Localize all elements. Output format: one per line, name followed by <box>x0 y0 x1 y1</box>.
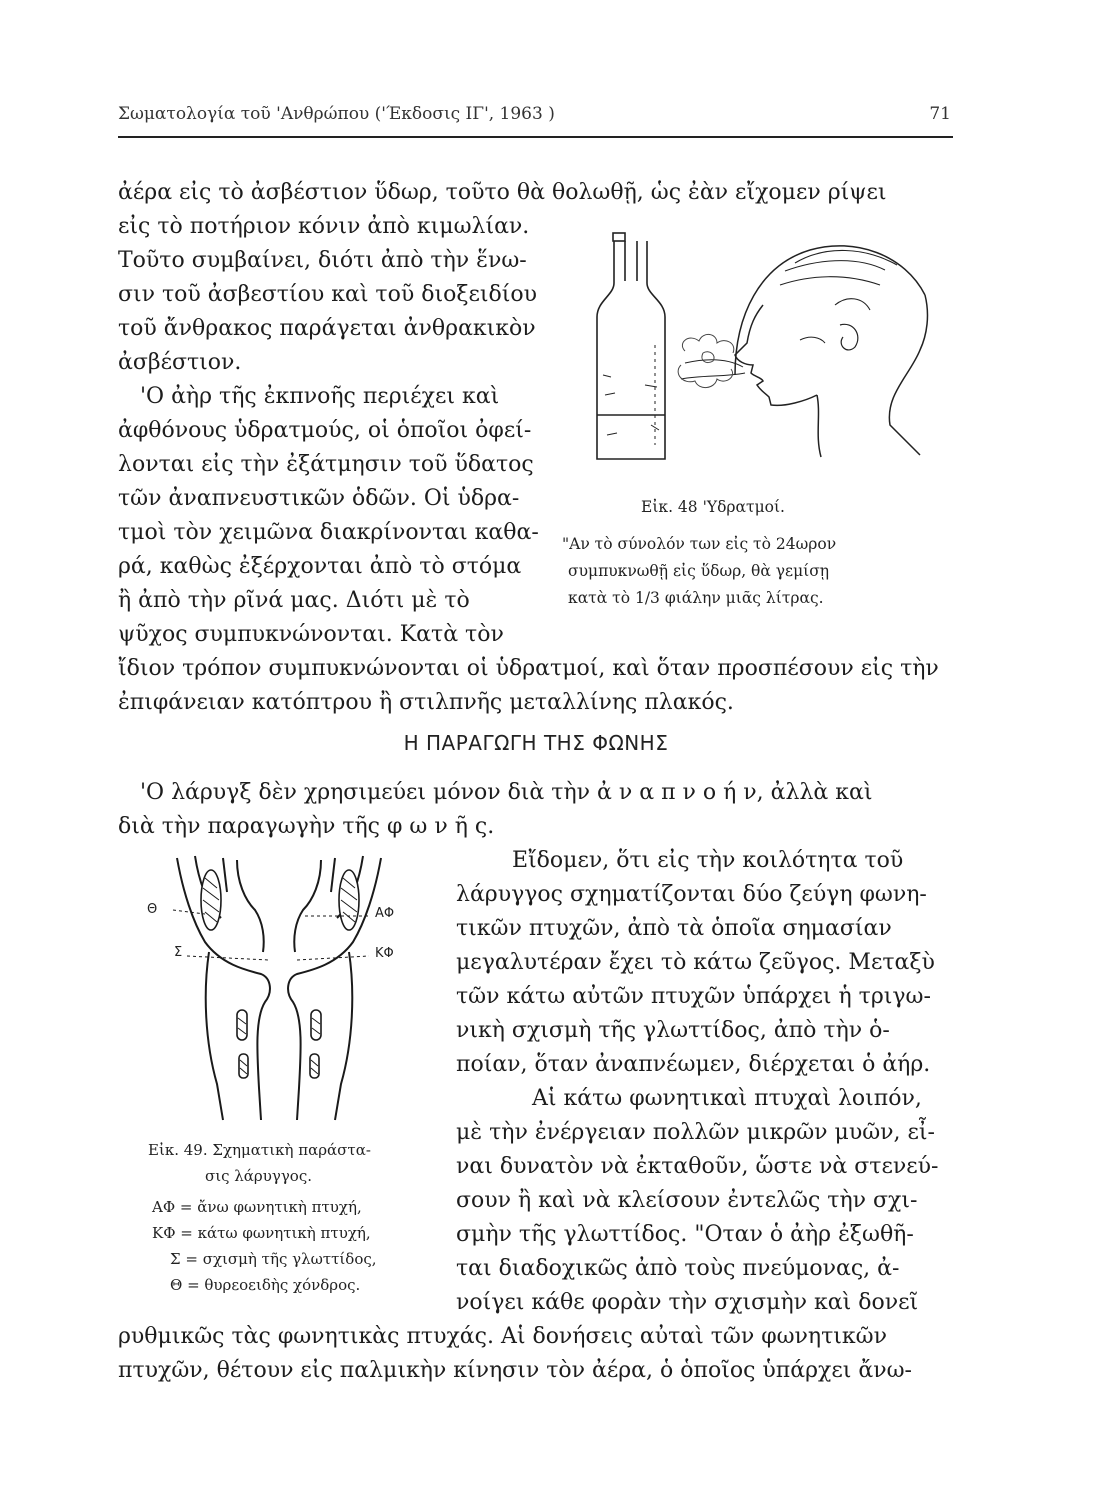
section-title: Η ΠΑΡΑΓΩΓΗ ΤΗΣ ΦΩΝΗΣ <box>403 731 669 755</box>
text-line: ἢ ἀπὸ τὴν ρῖνά μας. Διότι μὲ τὸ <box>118 588 470 613</box>
figure-49-label-theta: Θ <box>147 902 158 917</box>
text-line: ναι δυνατὸν νὰ ἐκταθοῦν, ὥστε νὰ στενεύ- <box>456 1154 939 1179</box>
text-line: ποίαν, ὅταν ἀναπνέωμεν, διέρχεται ὁ ἀήρ. <box>456 1052 931 1077</box>
vocal-fold-muscles <box>201 870 359 1078</box>
text-line: τῶν κάτω αὐτῶν πτυχῶν ὑπάρχει ἡ τριγω- <box>456 984 931 1009</box>
figure-49-caption: Εἰκ. 49. Σχηματικὴ παράστα- <box>148 1141 371 1159</box>
text-line: νικὴ σχισμὴ τῆς γλωττίδος, ἀπὸ τὴν ὁ- <box>456 1018 890 1043</box>
text-line: σμὴν τῆς γλωττίδος. "Οταν ὁ ἀὴρ ἐξωθῆ- <box>456 1222 914 1247</box>
text-line: ρυθμικῶς τὰς φωνητικὰς πτυχάς. Αἱ δονήσεις αὐταὶ τῶν φωνητικῶν <box>118 1324 887 1349</box>
text-line: ἀέρα εἰς τὸ ἀσβέστιον ὕδωρ, τοῦτο θὰ θολωθῇ, ὡς ἐὰν εἴχομεν ρίψει <box>118 180 887 205</box>
figure-49-larynx-diagram <box>165 852 395 1124</box>
text-line: ἐπιφάνειαν κατόπτρου ἢ στιλπνῆς μεταλλίνης πλακός. <box>118 690 734 715</box>
text-line: ἴδιον τρόπον συμπυκνώνονται οἱ ὑδρατμοί, καὶ ὅταν προσπέσουν εἰς τὴν <box>118 656 939 681</box>
text-line: τικῶν πτυχῶν, ἀπὸ τὰ ὁποῖα σημασίαν <box>456 916 892 941</box>
text-line: ρά, καθὼς ἐξέρχονται ἀπὸ τὸ στόμα <box>118 554 522 579</box>
text-line: 'Ο ἀὴρ τῆς ἐκπνοῆς περιέχει καὶ <box>140 384 500 409</box>
text-line: σιν τοῦ ἀσβεστίου καὶ τοῦ διοξειδίου <box>118 282 537 307</box>
text-line: λάρυγγος σχηματίζονται δύο ζεύγη φωνη- <box>456 882 927 907</box>
head-profile-drawing <box>681 246 927 457</box>
text-line: διὰ τὴν παραγωγὴν τῆς φ ω ν ῆ ς. <box>118 814 495 839</box>
figure-49-legend-line: ΑΦ = ἄνω φωνητικὴ πτυχή, <box>152 1198 362 1216</box>
figure-48-note-line: κατὰ τὸ 1/3 φιάλην μιᾶς λίτρας. <box>568 589 824 607</box>
page-number: 71 <box>929 104 951 124</box>
text-line: ται διαδοχικῶς ἀπὸ τοὺς πνεύμονας, ἀ- <box>456 1256 900 1281</box>
header-rule <box>118 136 953 138</box>
figure-48-note-line: συμπυκνωθῇ εἰς ὕδωρ, θὰ γεμίσῃ <box>568 562 830 580</box>
text-line: 'Ο λάρυγξ δὲν χρησιμεύει μόνον διὰ τὴν ἀ ν α π ν ο ή ν, ἀλλὰ καὶ <box>140 780 873 805</box>
running-title: Σωματολογία τοῦ 'Ανθρώπου ('Έκδοσις ΙΓ', 1963 ) <box>118 104 555 124</box>
figure-49-legend-line: Θ = θυρεοειδὴς χόνδρος. <box>170 1276 361 1294</box>
text-line: τμοὶ τὸν χειμῶνα διακρίνονται καθα- <box>118 520 539 545</box>
text-line: νοίγει κάθε φορὰν τὴν σχισμὴν καὶ δονεῖ <box>456 1290 919 1315</box>
text-line: ἀσβέστιον. <box>118 350 242 375</box>
text-line: λονται εἰς τὴν ἐξάτμησιν τοῦ ὕδατος <box>118 452 534 477</box>
running-header <box>118 104 953 134</box>
text-line: Τοῦτο συμβαίνει, διότι ἀπὸ τὴν ἕνω- <box>118 248 527 273</box>
text-line: Αἱ κάτω φωνητικαὶ πτυχαὶ λοιπόν, <box>532 1086 922 1111</box>
figure-49-caption: σις λάρυγγος. <box>205 1167 312 1185</box>
figure-49-label-af: ΑΦ <box>375 906 395 921</box>
figure-49-label-sigma: Σ <box>174 945 183 960</box>
text-line: τοῦ ἄνθρακος παράγεται ἀνθρακικὸν <box>118 316 536 341</box>
text-line: πτυχῶν, θέτουν εἰς παλμικὴν κίνησιν τὸν ἀέρα, ὁ ὁποῖος ὑπάρχει ἄνω- <box>118 1358 912 1383</box>
text-line: μεγαλυτέραν ἔχει τὸ κάτω ζεῦγος. Μεταξὺ <box>456 950 935 975</box>
figure-48-illustration <box>585 225 945 490</box>
figure-48-caption: Εἰκ. 48 'Υδρατμοί. <box>641 498 785 516</box>
text-line: σουν ἢ καὶ νὰ κλείσουν ἐντελῶς τὴν σχι- <box>456 1188 918 1213</box>
text-line: εἰς τὸ ποτήριον κόνιν ἀπὸ κιμωλίαν. <box>118 214 530 239</box>
text-line: τῶν ἀναπνευστικῶν ὁδῶν. Οἱ ὑδρα- <box>118 486 520 511</box>
figure-49-legend-line: Σ = σχισμὴ τῆς γλωττίδος, <box>170 1250 377 1268</box>
figure-49-legend-line: ΚΦ = κάτω φωνητικὴ πτυχή, <box>152 1224 371 1242</box>
figure-49-label-kf: ΚΦ <box>375 946 394 961</box>
text-line: ψῦχος συμπυκνώνονται. Κατὰ τὸν <box>118 622 504 647</box>
text-line: Εἴδομεν, ὅτι εἰς τὴν κοιλότητα τοῦ <box>512 848 904 873</box>
text-line: ἀφθόνους ὑδρατμούς, οἱ ὁποῖοι ὀφεί- <box>118 418 532 443</box>
text-line: μὲ τὴν ἐνέργειαν πολλῶν μικρῶν μυῶν, εἶ- <box>456 1120 935 1145</box>
muscle-hatching <box>203 878 357 1074</box>
bottle-drawing <box>597 233 665 459</box>
figure-48-note-line: "Αν τὸ σύνολόν των εἰς τὸ 24ωρον <box>562 535 837 553</box>
